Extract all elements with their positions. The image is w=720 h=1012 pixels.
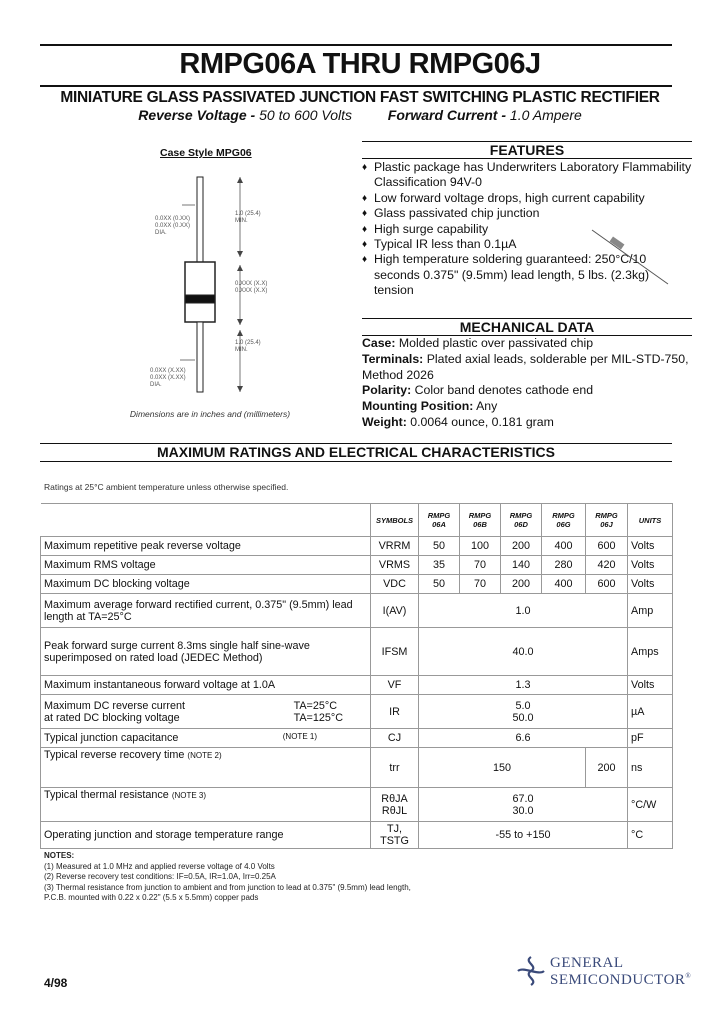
header-06a: RMPG 06A [419,504,460,537]
table-row [41,822,673,849]
dimension-caption: Dimensions are in inches and (millimeters) [129,409,291,419]
param-cell: Maximum instantaneous forward voltage at 1.0A [41,676,371,695]
unit-cell: °C/W [628,788,673,822]
unit-cell: Amps [628,628,673,676]
ratings-heading: MAXIMUM RATINGS AND ELECTRICAL CHARACTERISTICS [157,444,555,460]
header-units: UNITS [628,504,673,537]
unit-cell: Volts [628,556,673,575]
spec-line [0,107,720,123]
symbol-cell: CJ [371,729,419,748]
mech-row-polarity [362,383,702,399]
feature-item: ♦ Glass passivated chip junction [362,206,692,221]
feature-item: ♦ High surge capability [362,222,692,237]
value-cell: 600 [586,537,628,556]
unit-cell: Volts [628,537,673,556]
value-cell: 70 [460,575,501,594]
unit-cell: pF [628,729,673,748]
ir-value-1: 5.0 [515,699,531,712]
reverse-voltage-label: Reverse Voltage [138,107,247,123]
unit-cell: ns [628,748,673,788]
ratings-rule-bottom [40,461,672,462]
features-rule-bottom [362,158,692,159]
mech-value: Molded plastic over passivated chip [398,336,594,350]
param-cell [41,748,371,788]
ir-param-2: at rated DC blocking voltage [44,711,180,724]
param-cell: Operating junction and storage temperature range [41,822,371,849]
brand-name-text: SEMICONDUCTOR [550,972,686,988]
spec-separator-1: - [250,107,256,123]
header-06j: RMPG 06J [586,504,628,537]
rth-param: Typical thermal resistance [44,789,169,801]
rth-symbol-1: RθJA [381,792,408,805]
mech-row-weight [362,415,702,431]
rth-note: (NOTE 3) [171,791,207,800]
value-cell: 70 [460,556,501,575]
value-cell: 400 [542,537,586,556]
symbol-cell: TJ, TSTG [371,822,419,849]
symbol-cell: VF [371,676,419,695]
cj-param: Typical junction capacitance [44,732,179,744]
table-row [41,575,673,594]
cj-note: (NOTE 1) [282,732,317,741]
value-cell: 35 [419,556,460,575]
feature-item: ♦ High temperature soldering guaranteed: 250°C/10 seconds 0.375" (9.5mm) lead length, 5 lbs. (2.3kg) tension [362,252,692,298]
dim-body-dia: 0.0XX (X.XX) 0.0XX (X.XX) DIA. [150,368,186,388]
unit-cell: °C [628,822,673,849]
symbol-cell: I(AV) [371,594,419,628]
ratings-table [40,503,673,849]
mech-label: Terminals: [362,352,424,366]
value-cell: 400 [542,575,586,594]
spec-separator-2: - [501,107,507,123]
note-item: (3) Thermal resistance from junction to ambient and from junction to lead at 0.375" (9.5mm) lead length, P.C.B. mounted with 0.22 x 0.22" (5.5 x 5.5mm) copper pads [44,882,411,903]
table-row [41,748,673,788]
header-06b: RMPG 06B [460,504,501,537]
brand-name-line-2 [550,972,691,989]
table-row [41,556,673,575]
ir-param-1: Maximum DC reverse current [44,699,185,712]
title-rule [40,85,672,87]
ir-cond-1: TA=25°C [293,699,337,712]
table-row [41,676,673,695]
symbol-cell: IR [371,695,419,729]
value-cell: 200 [586,748,628,788]
mech-value: Plated axial leads, solderable per MIL-STD-750, Method 2026 [362,352,689,382]
reverse-voltage-value: 50 to 600 Volts [259,107,352,123]
value-cell: 280 [542,556,586,575]
value-cell: 1.0 [419,594,628,628]
value-cell [419,695,628,729]
value-cell: 100 [460,537,501,556]
value-cell: 200 [501,575,542,594]
mech-row-mounting [362,399,702,415]
page-title: RMPG06A THRU RMPG06J [179,48,541,80]
symbol-cell: IFSM [371,628,419,676]
forward-current-value: 1.0 Ampere [509,107,582,123]
trr-param: Typical reverse recovery time [44,749,185,761]
mech-row-case [362,336,702,352]
symbol-cell: VDC [371,575,419,594]
param-cell: Peak forward surge current 8.3ms single half sine-wave superimposed on rated load (JEDEC Method) [41,628,371,676]
param-cell: Maximum RMS voltage [41,556,371,575]
mech-label: Mounting Position: [362,399,474,413]
header-06d: RMPG 06D [501,504,542,537]
note-item: (1) Measured at 1.0 MHz and applied reverse voltage of 4.0 Volts [44,861,275,871]
unit-cell: Volts [628,575,673,594]
param-cell: Maximum DC blocking voltage [41,575,371,594]
symbol-cell: trr [371,748,419,788]
param-cell: Maximum repetitive peak reverse voltage [41,537,371,556]
value-cell: 50 [419,537,460,556]
unit-cell: Amp [628,594,673,628]
dim-lead-length-bottom: 1.0 (25.4) MIN. [235,340,261,353]
notes-block [44,851,414,904]
table-row [41,628,673,676]
param-cell [41,729,371,748]
table-row [41,729,673,748]
dim-lead-dia-top: 0.0XX (0.XX) 0.0XX (0.XX) DIA. [155,216,191,236]
dim-lead-length-top: 1.0 (25.4) MIN. [235,211,261,224]
company-logo-icon [513,954,549,988]
notes-heading: NOTES: [44,851,75,860]
ir-line-2 [44,712,367,724]
value-cell: 50 [419,575,460,594]
value-cell: 600 [586,575,628,594]
feature-item: ♦ Plastic package has Underwriters Laboratory Flammability Classification 94V-0 [362,160,692,191]
product-subtitle: MINIATURE GLASS PASSIVATED JUNCTION FAST SWITCHING PLASTIC RECTIFIER [60,89,660,106]
lead-diode-sketch [590,228,670,288]
table-row [41,537,673,556]
value-cell: 6.6 [419,729,628,748]
table-row [41,695,673,729]
ir-value-2: 50.0 [512,711,534,724]
rth-symbol-2: RθJL [381,804,408,817]
value-cell [419,788,628,822]
table-row [41,788,673,822]
rth-value-2: 30.0 [512,804,534,817]
note-item: (2) Reverse recovery test conditions: IF=0.5A, IR=1.0A, Irr=0.25A [44,872,276,882]
mech-label: Polarity: [362,383,412,397]
header-symbols: SYMBOLS [371,504,419,537]
mechanical-heading: MECHANICAL DATA [459,319,595,335]
mech-label: Case: [362,336,396,350]
trr-note: (NOTE 2) [187,751,222,760]
unit-cell: Volts [628,676,673,695]
forward-current-label: Forward Current [387,107,498,123]
mech-row-terminals [362,352,702,383]
mech-value: 0.0064 ounce, 0.181 gram [410,415,554,429]
brand-trademark: ® [685,972,692,980]
param-cell: Maximum average forward rectified current, 0.375" (9.5mm) lead length at TA=25°C [41,594,371,628]
case-style-label: Case Style MPG06 [160,147,252,159]
table-row [41,594,673,628]
mech-value: Color band denotes cathode end [414,383,594,397]
ir-line-1 [44,700,367,712]
value-cell: 150 [419,748,586,788]
symbol-cell: VRRM [371,537,419,556]
top-rule [40,44,672,46]
symbol-cell [371,788,419,822]
features-heading: FEATURES [489,142,565,158]
param-cell [41,695,371,729]
header-param-cell [41,504,371,537]
mech-value: Any [476,399,498,413]
value-cell: 200 [501,537,542,556]
symbol-cell: VRMS [371,556,419,575]
brand-name-line-1: GENERAL [550,955,624,971]
ir-cond-2: TA=125°C [293,711,343,724]
table-header-row [41,504,673,537]
feature-item: ♦ Low forward voltage drops, high current capability [362,191,692,206]
value-cell: 140 [501,556,542,575]
feature-item: ♦ Typical IR less than 0.1µA [362,237,692,252]
value-cell: 1.3 [419,676,628,695]
revision-date: 4/98 [44,976,68,990]
value-cell: 420 [586,556,628,575]
value-cell: 40.0 [419,628,628,676]
mech-label: Weight: [362,415,407,429]
param-cell [41,788,371,822]
dim-body-length: 0.XXX (X.X) 0.XXX (X.X) [235,281,268,294]
rth-value-1: 67.0 [512,792,534,805]
unit-cell: µA [628,695,673,729]
value-cell: -55 to +150 [419,822,628,849]
header-06g: RMPG 06G [542,504,586,537]
ratings-note: Ratings at 25°C ambient temperature unless otherwise specified. [44,482,289,492]
